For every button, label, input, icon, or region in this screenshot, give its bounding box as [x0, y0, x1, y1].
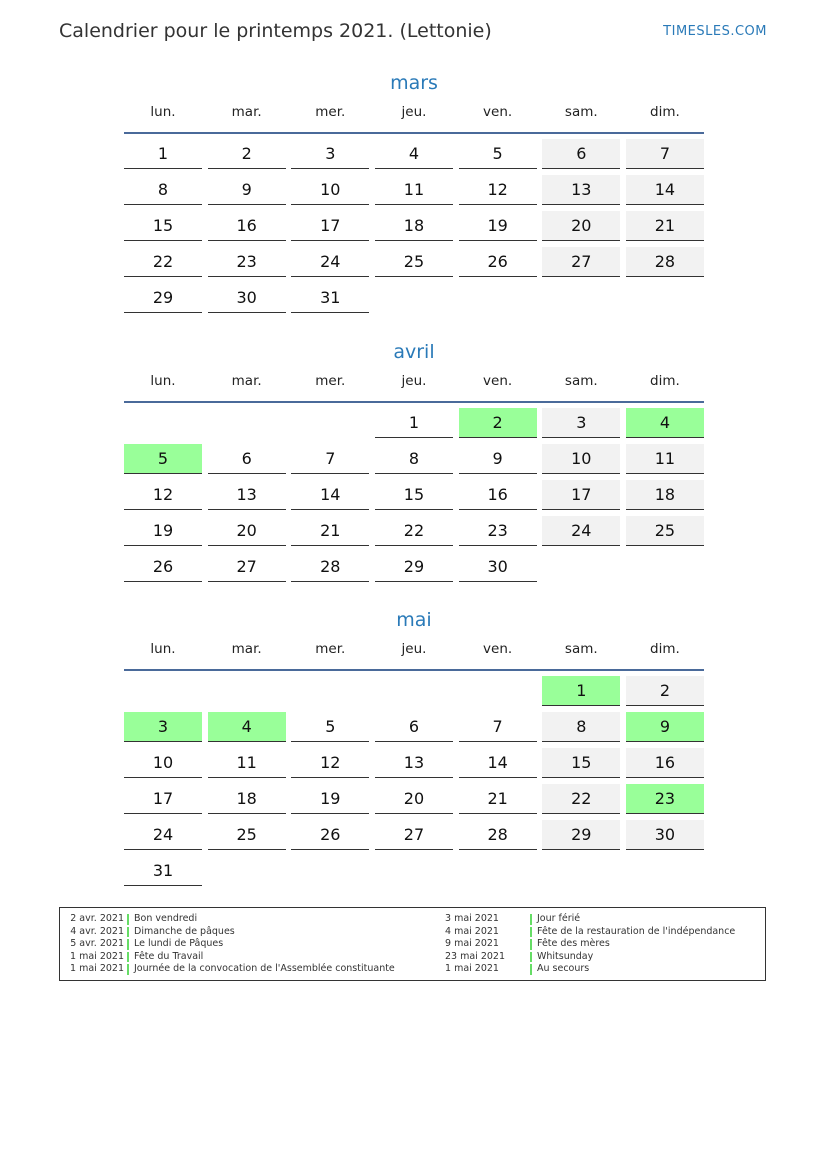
legend-item	[60, 926, 395, 939]
legend-date: 1 mai 2021	[445, 963, 499, 975]
holiday-day-cell[interactable]: 5	[124, 444, 202, 474]
day-cell[interactable]: 11	[208, 748, 286, 778]
day-cell[interactable]: 26	[291, 820, 369, 850]
day-cell[interactable]: 10	[291, 175, 369, 205]
weekday-label: lun.	[150, 641, 176, 657]
day-cell[interactable]: 9	[459, 444, 537, 474]
day-cell[interactable]: 28	[459, 820, 537, 850]
month-title: mars	[390, 72, 438, 94]
weekday-label: jeu.	[401, 373, 427, 389]
day-cell[interactable]: 8	[542, 712, 620, 742]
legend-date: 5 avr. 2021	[70, 938, 124, 950]
legend-holiday-name: Jour férié	[537, 913, 581, 924]
weekday-label: sam.	[564, 373, 598, 389]
legend-date: 1 mai 2021	[70, 963, 124, 975]
holiday-marker-icon	[530, 939, 532, 950]
holiday-day-cell[interactable]: 2	[459, 408, 537, 438]
day-cell[interactable]: 17	[291, 211, 369, 241]
day-cell[interactable]: 19	[124, 516, 202, 546]
page-title: Calendrier pour le printemps 2021. (Lettonie)	[59, 20, 492, 42]
day-cell[interactable]: 3	[291, 139, 369, 169]
day-cell[interactable]: 24	[124, 820, 202, 850]
day-cell[interactable]: 14	[291, 480, 369, 510]
day-cell[interactable]: 3	[542, 408, 620, 438]
day-cell[interactable]: 13	[375, 748, 453, 778]
day-cell[interactable]: 12	[124, 480, 202, 510]
day-cell[interactable]: 17	[542, 480, 620, 510]
weekday-label: sam.	[564, 104, 598, 120]
week-row	[124, 247, 704, 283]
legend-date: 9 mai 2021	[445, 938, 499, 950]
day-cell[interactable]: 26	[124, 552, 202, 582]
day-cell[interactable]: 2	[626, 676, 704, 706]
day-cell[interactable]: 22	[542, 784, 620, 814]
day-cell[interactable]: 11	[626, 444, 704, 474]
day-cell[interactable]: 18	[208, 784, 286, 814]
empty-day-cell	[459, 676, 537, 706]
empty-day-cell	[375, 856, 453, 886]
empty-day-cell	[208, 408, 286, 438]
holiday-day-cell[interactable]: 3	[124, 712, 202, 742]
day-cell[interactable]: 1	[124, 139, 202, 169]
weekday-label: ven.	[483, 373, 513, 389]
day-cell[interactable]: 7	[291, 444, 369, 474]
empty-day-cell	[291, 408, 369, 438]
legend-date: 1 mai 2021	[70, 950, 124, 962]
day-cell[interactable]: 19	[459, 211, 537, 241]
holiday-marker-icon	[530, 952, 532, 963]
day-cell[interactable]: 29	[542, 820, 620, 850]
empty-day-cell	[459, 856, 537, 886]
holiday-marker-icon	[530, 914, 532, 925]
empty-day-cell	[208, 856, 286, 886]
weekday-label: mar.	[231, 373, 262, 389]
weekday-label: sam.	[564, 641, 598, 657]
legend-holiday-name: Bon vendredi	[134, 913, 198, 924]
day-cell[interactable]: 31	[124, 856, 202, 886]
month-april	[124, 339, 704, 588]
day-cell[interactable]: 23	[459, 516, 537, 546]
empty-day-cell	[542, 552, 620, 582]
day-cell[interactable]: 28	[291, 552, 369, 582]
holiday-marker-icon	[530, 927, 532, 938]
weekday-label: lun.	[150, 373, 176, 389]
day-cell[interactable]: 11	[375, 175, 453, 205]
weekday-label: ven.	[483, 641, 513, 657]
weekday-header	[124, 637, 704, 671]
legend-date: 4 mai 2021	[445, 925, 499, 937]
day-cell[interactable]: 2	[208, 139, 286, 169]
day-cell[interactable]: 12	[291, 748, 369, 778]
weekday-header	[124, 369, 704, 403]
empty-day-cell	[208, 676, 286, 706]
week-row	[124, 480, 704, 516]
weekday-label: jeu.	[401, 641, 427, 657]
day-cell[interactable]: 24	[291, 247, 369, 277]
holiday-legend	[59, 907, 766, 981]
day-cell[interactable]: 30	[208, 283, 286, 313]
day-cell[interactable]: 29	[124, 283, 202, 313]
day-cell[interactable]: 5	[459, 139, 537, 169]
day-cell[interactable]: 7	[626, 139, 704, 169]
day-cell[interactable]: 16	[459, 480, 537, 510]
legend-holiday-name: Le lundi de Pâques	[134, 938, 224, 950]
day-cell[interactable]: 18	[375, 211, 453, 241]
empty-day-cell	[626, 856, 704, 886]
day-cell[interactable]: 31	[291, 283, 369, 313]
day-cell[interactable]: 13	[542, 175, 620, 205]
day-cell[interactable]: 7	[459, 712, 537, 742]
day-cell[interactable]: 22	[124, 247, 202, 277]
month-grid	[124, 403, 704, 588]
day-cell[interactable]: 14	[459, 748, 537, 778]
week-row	[124, 748, 704, 784]
holiday-marker-icon	[127, 939, 129, 950]
week-row	[124, 211, 704, 247]
weekday-label: mer.	[315, 104, 346, 120]
site-logo[interactable]: TIMESLES.COM	[663, 24, 767, 39]
holiday-day-cell[interactable]: 9	[626, 712, 704, 742]
weekday-label: jeu.	[401, 104, 427, 120]
day-cell[interactable]: 19	[291, 784, 369, 814]
week-row	[124, 784, 704, 820]
day-cell[interactable]: 12	[459, 175, 537, 205]
weekday-label: dim.	[650, 641, 680, 657]
day-cell[interactable]: 29	[375, 552, 453, 582]
month-march	[124, 70, 704, 319]
day-cell[interactable]: 23	[208, 247, 286, 277]
day-cell[interactable]: 26	[459, 247, 537, 277]
day-cell[interactable]: 25	[208, 820, 286, 850]
holiday-marker-icon	[127, 952, 129, 963]
day-cell[interactable]: 30	[459, 552, 537, 582]
day-cell[interactable]: 1	[375, 408, 453, 438]
holiday-marker-icon	[530, 964, 532, 975]
legend-holiday-name: Au secours	[537, 963, 590, 975]
weekday-label: dim.	[650, 104, 680, 120]
day-cell[interactable]: 5	[291, 712, 369, 742]
day-cell[interactable]: 20	[542, 211, 620, 241]
week-row	[124, 139, 704, 175]
weekday-label: lun.	[150, 104, 176, 120]
week-row	[124, 552, 704, 588]
legend-holiday-name: Fête des mères	[537, 938, 610, 950]
legend-item	[60, 963, 395, 976]
day-cell[interactable]: 13	[208, 480, 286, 510]
month-grid	[124, 134, 704, 319]
day-cell[interactable]: 6	[542, 139, 620, 169]
empty-day-cell	[291, 676, 369, 706]
legend-item	[435, 951, 735, 964]
legend-date: 3 mai 2021	[445, 913, 499, 924]
week-row	[124, 516, 704, 552]
legend-date: 4 avr. 2021	[70, 925, 124, 937]
week-row	[124, 820, 704, 856]
weekday-header	[124, 100, 704, 134]
day-cell[interactable]: 30	[626, 820, 704, 850]
week-row	[124, 175, 704, 211]
legend-item	[435, 963, 735, 976]
legend-item	[435, 926, 735, 939]
day-cell[interactable]: 9	[208, 175, 286, 205]
holiday-day-cell[interactable]: 1	[542, 676, 620, 706]
holiday-day-cell[interactable]: 4	[626, 408, 704, 438]
holiday-day-cell[interactable]: 23	[626, 784, 704, 814]
day-cell[interactable]: 8	[124, 175, 202, 205]
day-cell[interactable]: 17	[124, 784, 202, 814]
holiday-marker-icon	[127, 964, 129, 975]
empty-day-cell	[375, 676, 453, 706]
weekday-label: ven.	[483, 104, 513, 120]
day-cell[interactable]: 27	[542, 247, 620, 277]
day-cell[interactable]: 21	[626, 211, 704, 241]
day-cell[interactable]: 16	[626, 748, 704, 778]
day-cell[interactable]: 15	[542, 748, 620, 778]
legend-holiday-name: Fête de la restauration de l'indépendance	[537, 925, 736, 937]
weekday-label: mar.	[231, 641, 262, 657]
day-cell[interactable]: 27	[375, 820, 453, 850]
empty-day-cell	[626, 552, 704, 582]
month-may	[124, 607, 704, 892]
day-cell[interactable]: 6	[375, 712, 453, 742]
holiday-marker-icon	[127, 927, 129, 938]
day-cell[interactable]: 24	[542, 516, 620, 546]
empty-day-cell	[291, 856, 369, 886]
weekday-label: dim.	[650, 373, 680, 389]
empty-day-cell	[375, 283, 453, 313]
legend-holiday-name: Journée de la convocation de l'Assemblée constituante	[134, 963, 395, 975]
day-cell[interactable]: 22	[375, 516, 453, 546]
week-row	[124, 283, 704, 319]
legend-item	[60, 951, 395, 964]
day-cell[interactable]: 28	[626, 247, 704, 277]
day-cell[interactable]: 15	[375, 480, 453, 510]
month-title: avril	[393, 341, 435, 363]
week-row	[124, 444, 704, 480]
day-cell[interactable]: 14	[626, 175, 704, 205]
empty-day-cell	[542, 856, 620, 886]
holiday-day-cell[interactable]: 4	[208, 712, 286, 742]
legend-item	[435, 913, 735, 926]
day-cell[interactable]: 16	[208, 211, 286, 241]
empty-day-cell	[124, 676, 202, 706]
legend-date: 2 avr. 2021	[70, 913, 124, 924]
day-cell[interactable]: 20	[375, 784, 453, 814]
legend-item	[435, 938, 735, 951]
day-cell[interactable]: 25	[375, 247, 453, 277]
day-cell[interactable]: 21	[291, 516, 369, 546]
week-row	[124, 712, 704, 748]
legend-column-right	[435, 913, 735, 976]
weekday-label: mer.	[315, 373, 346, 389]
day-cell[interactable]: 10	[124, 748, 202, 778]
week-row	[124, 676, 704, 712]
day-cell[interactable]: 20	[208, 516, 286, 546]
weekday-label: mar.	[231, 104, 262, 120]
legend-column-left	[60, 913, 395, 976]
empty-day-cell	[626, 283, 704, 313]
day-cell[interactable]: 4	[375, 139, 453, 169]
weekday-label: mer.	[315, 641, 346, 657]
empty-day-cell	[459, 283, 537, 313]
day-cell[interactable]: 21	[459, 784, 537, 814]
day-cell[interactable]: 10	[542, 444, 620, 474]
legend-holiday-name: Fête du Travail	[134, 950, 204, 962]
week-row	[124, 856, 704, 892]
week-row	[124, 408, 704, 444]
legend-item	[60, 913, 395, 926]
month-title: mai	[396, 609, 432, 631]
day-cell[interactable]: 27	[208, 552, 286, 582]
empty-day-cell	[542, 283, 620, 313]
day-cell[interactable]: 8	[375, 444, 453, 474]
day-cell[interactable]: 18	[626, 480, 704, 510]
day-cell[interactable]: 15	[124, 211, 202, 241]
legend-item	[60, 938, 395, 951]
holiday-marker-icon	[127, 914, 129, 925]
day-cell[interactable]: 6	[208, 444, 286, 474]
legend-date: 23 mai 2021	[445, 950, 506, 962]
legend-holiday-name: Dimanche de pâques	[134, 925, 235, 937]
month-grid	[124, 671, 704, 892]
day-cell[interactable]: 25	[626, 516, 704, 546]
legend-holiday-name: Whitsunday	[537, 950, 594, 962]
empty-day-cell	[124, 408, 202, 438]
